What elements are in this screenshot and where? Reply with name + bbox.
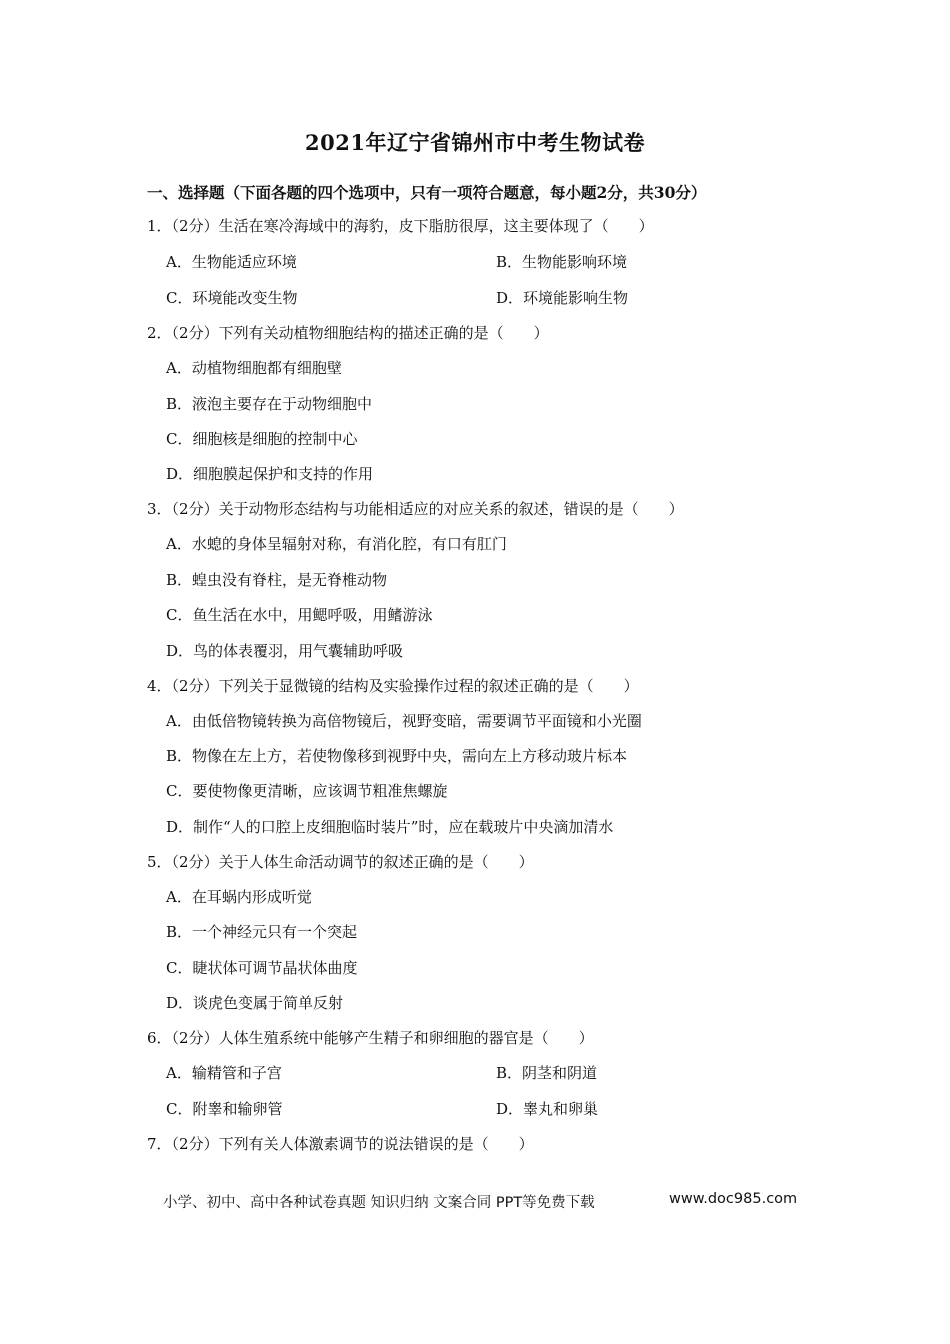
option: A．水螅的身体呈辐射对称，有消化腔，有口有肛门 — [166, 535, 507, 553]
option: D．鸟的体表覆羽，用气囊辅助呼吸 — [166, 642, 404, 660]
page-title: 2021年辽宁省锦州市中考生物试卷 — [305, 130, 645, 155]
question-stem: 6．（2分）人体生殖系统中能够产生精子和卵细胞的器官是（ ） — [147, 1029, 594, 1047]
question-stem: 4．（2分）下列关于显微镜的结构及实验操作过程的叙述正确的是（ ） — [147, 677, 639, 695]
option: D．环境能影响生物 — [496, 289, 629, 307]
option: A．由低倍物镜转换为高倍物镜后，视野变暗，需要调节平面镜和小光圈 — [166, 712, 642, 730]
question-stem: 7．（2分）下列有关人体激素调节的说法错误的是（ ） — [147, 1135, 534, 1153]
option: C．附睾和输卵管 — [166, 1100, 283, 1118]
option: B．一个神经元只有一个突起 — [166, 923, 358, 941]
section-heading: 一、选择题（下面各题的四个选项中，只有一项符合题意，每小题2分，共30分） — [147, 183, 707, 202]
option: B．蝗虫没有脊柱，是无脊椎动物 — [166, 571, 388, 589]
option: C．要使物像更清晰，应该调节粗准焦螺旋 — [166, 782, 448, 800]
option: C．睫状体可调节晶状体曲度 — [166, 959, 358, 977]
option: D．制作“人的口腔上皮细胞临时装片”时，应在载玻片中央滴加清水 — [166, 818, 614, 836]
option: D．睾丸和卵巢 — [496, 1100, 599, 1118]
option: A．在耳蜗内形成听觉 — [166, 888, 312, 906]
option: A．生物能适应环境 — [166, 253, 297, 271]
option: C．环境能改变生物 — [166, 289, 298, 307]
option: A．动植物细胞都有细胞壁 — [166, 359, 342, 377]
option: C．细胞核是细胞的控制中心 — [166, 430, 358, 448]
option: D．细胞膜起保护和支持的作用 — [166, 465, 374, 483]
footer-website[interactable]: www.doc985.com — [669, 1191, 798, 1207]
question-stem: 2．（2分）下列有关动植物细胞结构的描述正确的是（ ） — [147, 324, 549, 342]
question-stem: 1．（2分）生活在寒冷海域中的海豹，皮下脂肪很厚，这主要体现了（ ） — [147, 217, 654, 235]
option: C．鱼生活在水中，用鳃呼吸，用鳍游泳 — [166, 606, 433, 624]
option: D．谈虎色变属于简单反射 — [166, 994, 344, 1012]
option: A．输精管和子宫 — [166, 1064, 282, 1082]
question-stem: 5．（2分）关于人体生命活动调节的叙述正确的是（ ） — [147, 853, 534, 871]
footer-promo-text: 小学、初中、高中各种试卷真题 知识归纳 文案合同 PPT等免费下载 — [163, 1195, 595, 1211]
option: B．生物能影响环境 — [496, 253, 628, 271]
question-stem: 3．（2分）关于动物形态结构与功能相适应的对应关系的叙述，错误的是（ ） — [147, 500, 684, 518]
option: B．液泡主要存在于动物细胞中 — [166, 395, 373, 413]
option: B．物像在左上方，若使物像移到视野中央，需向左上方移动玻片标本 — [166, 747, 628, 765]
option: B．阴茎和阴道 — [496, 1064, 598, 1082]
